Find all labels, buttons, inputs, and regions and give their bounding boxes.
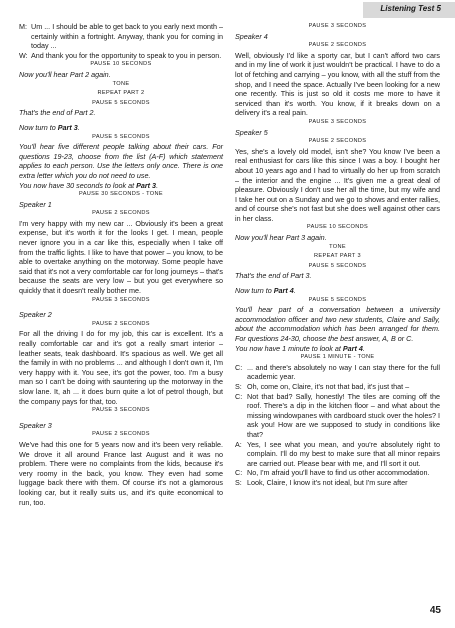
stage-direction: PAUSE 3 SECONDS (92, 296, 150, 303)
stage-direction: PAUSE 2 SECONDS (308, 138, 367, 145)
dialog-line (235, 382, 440, 392)
speaker-heading: Speaker 3 (19, 420, 52, 430)
left-column (19, 22, 223, 507)
speaker-tag: C: (235, 468, 243, 478)
dialog-text: No, I'm afraid you'll have to find us other accommodation. (247, 468, 430, 478)
instructions-paragraph: You'll hear part of a conversation between a university accommodation officer and two new students, Claire and Sally, about the accommodation which has been arranged for them. For questions 24-30, choose the best answer, A, B or C. (235, 305, 440, 343)
stage-direction: PAUSE 1 MINUTE - TONE (300, 354, 375, 361)
stage-direction: PAUSE 10 SECONDS (90, 61, 152, 68)
page-header (0, 0, 455, 22)
speaker-paragraph: I'm very happy with my new car ... Obviously it's been a great expense, but it's worth it for the looks I get. I mean, people never ignore you in a car like this, especially when I take off from the traffic lights. I like to have that power – you know, to be able to overtake anything on the motorway. Some people have said that it's not a very comfortable car for long journeys – that's because the seats are very low – but you get everywhere so quickly that it doesn't really bother me. (19, 218, 223, 296)
instruction-line: Now turn to Part 4. (235, 286, 296, 296)
stage-direction: PAUSE 2 SECONDS (92, 431, 150, 438)
speaker-paragraph: Well, obviously I'd like a sporty car, but I can't afford two cars and in my line of work it just wouldn't be practical. I have to do a lot of fetching and carrying – you know, with all the stuff from the shop, and I need the space. Actually I've been looking for a new one recently. This is just so old it costs me more to have it serviced than it's worth. You know, if it breaks down on a delivery it's a real pain. (235, 50, 440, 118)
stage-direction: PAUSE 2 SECONDS (92, 320, 150, 327)
dialog-text: Um ... I should be able to get back to you early next month – certainly within a fortnight. Anyway, thank you for coming in today ... (31, 22, 223, 51)
speaker-tag: C: (235, 362, 243, 372)
instruction-line: That's the end of Part 2. (19, 108, 96, 118)
stage-direction: PAUSE 5 SECONDS (92, 133, 150, 140)
speaker-tag: A: (235, 439, 242, 449)
stage-direction: PAUSE 10 SECONDS (306, 224, 369, 231)
speaker-tag: M: (19, 22, 27, 31)
dialog-text: Oh, come on, Claire, it's not that bad, it's just that – (247, 381, 410, 391)
stage-direction: PAUSE 30 SECONDS - TONE (79, 191, 163, 198)
speaker-paragraph: For all the driving I do for my job, this car is excellent. It's a really comfortable car and it's got a really smart interior – leather seats, teak dashboard. It's spacious as well. We get all the family in with no problems ... and although I don't own it, I'm very happy with it. You see, it's got the power, too. I'm a busy man so I can't be doing with sauntering up the motorway in the slow lane. It, ah ... it does burn quite a lot of petrol though, but the company pays for that, too. (19, 329, 223, 406)
stage-direction: TONE (329, 243, 346, 250)
speaker-paragraph: We've had this one for 5 years now and it's been very reliable. We drove it all around France last August and it was no problem. There were no complaints from the kids, because it's very roomy in the back, you know. They even had some luggage back there with them. Of course it's not a glamorous looking car, but it really suits us, and it's quite economical to run, too. (19, 439, 223, 507)
speaker-tag: S: (235, 381, 242, 391)
dialog-line (235, 478, 440, 488)
stage-direction: PAUSE 2 SECONDS (92, 210, 150, 217)
stage-direction: PAUSE 5 SECONDS (92, 99, 150, 106)
stage-direction: PAUSE 5 SECONDS (308, 296, 367, 303)
header-title: Listening Test 5 (380, 4, 441, 13)
stage-direction: PAUSE 3 SECONDS (92, 407, 150, 414)
dialog-line (235, 468, 440, 478)
instruction-line: That's the end of Part 3. (235, 271, 312, 281)
dialog-text: Not that bad? Sally, honestly! The tiles are coming off the roof. There's a dip in the kitchen floor – and what about the missing windowpanes with cardboard stuck over the holes? I ask you! How are we supposed to study in conditions like that? (247, 391, 440, 439)
speaker-heading: Speaker 2 (19, 310, 52, 320)
dialog-line (19, 22, 223, 51)
right-column (235, 22, 440, 488)
speaker-heading: Speaker 5 (235, 127, 268, 137)
dialog-text: Look, Claire, I know it's not ideal, but I'm sure after (247, 477, 408, 487)
stage-direction: PAUSE 5 SECONDS (308, 262, 367, 269)
dialog-line (235, 440, 440, 469)
speaker-heading: Speaker 4 (235, 31, 268, 41)
instruction-line: Now you'll hear Part 2 again. (19, 69, 111, 79)
speaker-tag: C: (235, 391, 243, 401)
instruction-line: Now you'll hear Part 3 again. (235, 233, 327, 243)
stage-direction: PAUSE 3 SECONDS (308, 23, 367, 29)
speaker-tag: W: (19, 50, 28, 60)
dialog-text: Yes, I see what you mean, and you're absolutely right to complain. I'll do my best to make sure that all minor repairs are carried out. Please bear with me, and I'll sort it out. (247, 439, 440, 468)
dialog-line (235, 363, 440, 382)
instructions-paragraph: You'll hear five different people talking about their cars. For questions 19-23, choose from the list (A-F) which statement applies to each person. Use the letters only once. There is one extra letter which you do not need to use. (19, 142, 223, 180)
speaker-tag: S: (235, 477, 242, 487)
stage-direction: REPEAT PART 3 (314, 253, 361, 260)
instruction-line: You now have 1 minute to look at Part 4. (235, 343, 365, 353)
speaker-paragraph: Yes, she's a lovely old model, isn't she? You know I've been a real enthusiast for cars like this since I was a boy. I bought her about 10 years ago and I had to virtually do her up from scratch – the interior and the engine ... It's given me a great deal of pleasure. Obviously I don't use her all the time, but my wife and I take her out on a Sunday and we go to shows and enter rallies, and of course she's not fast but she does well against other cars in her class. (235, 146, 440, 223)
dialog-text: ... and there's absolutely no way I can stay there for the full academic year. (247, 362, 440, 382)
speaker-heading: Speaker 1 (19, 199, 52, 209)
stage-direction: TONE (112, 80, 130, 87)
stage-direction: PAUSE 3 SECONDS (308, 118, 367, 125)
instruction-line: You now have 30 seconds to look at Part 3. (19, 180, 159, 190)
dialog-line (19, 51, 223, 61)
dialog-line (235, 392, 440, 440)
page-number: 45 (429, 605, 441, 616)
stage-direction: REPEAT PART 2 (97, 90, 145, 97)
instruction-line: Now turn to Part 3. (19, 122, 80, 132)
dialog-text: And thank you for the opportunity to speak to you in person. (31, 50, 222, 60)
stage-direction: PAUSE 2 SECONDS (308, 42, 367, 49)
